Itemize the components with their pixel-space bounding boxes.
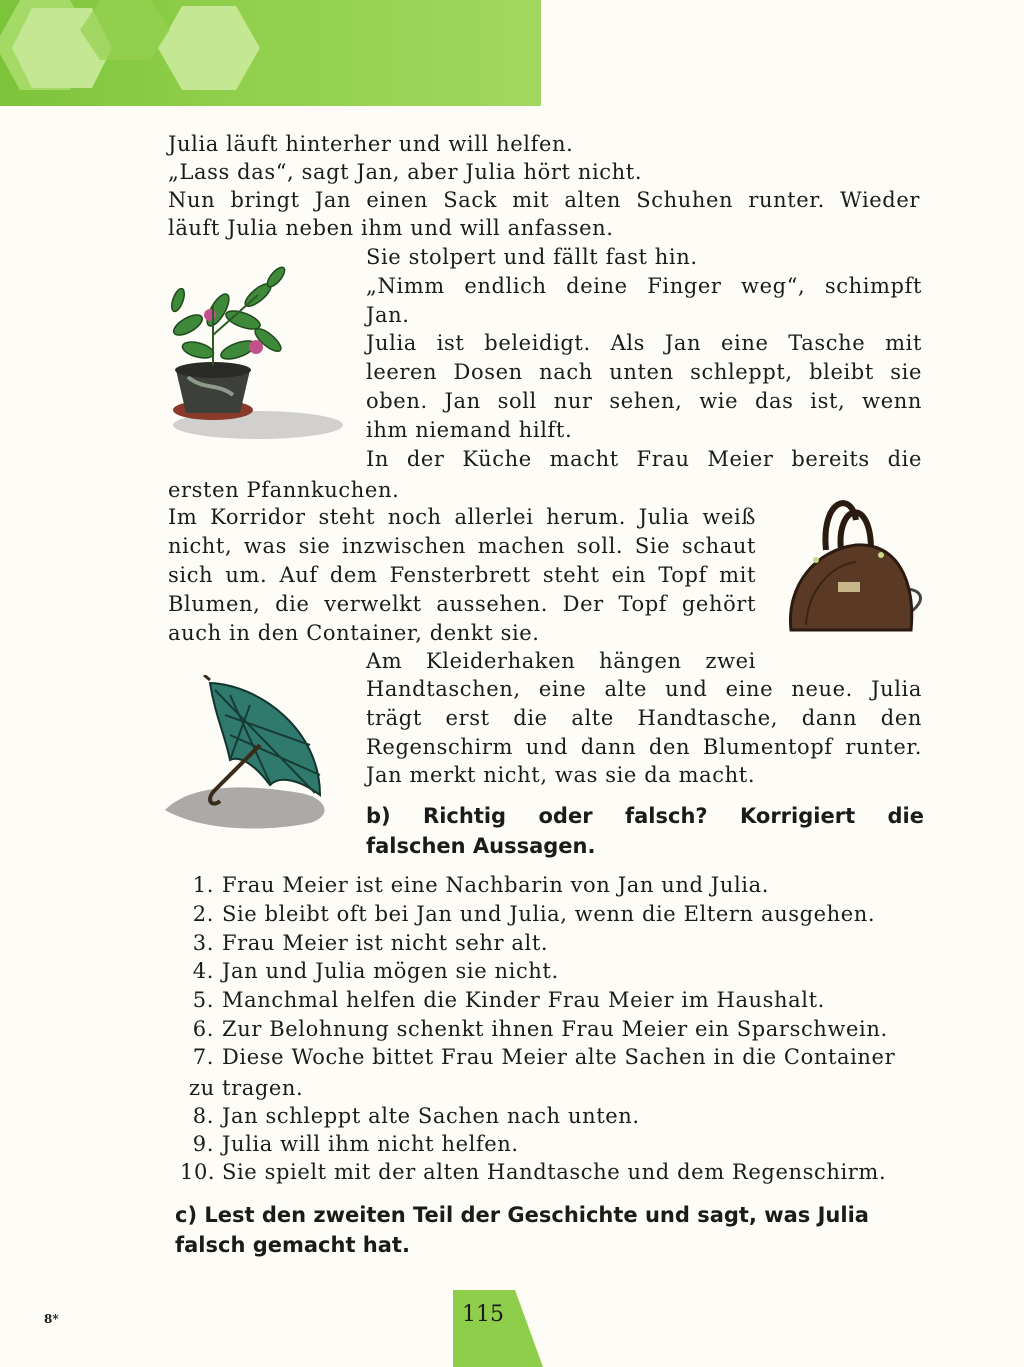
statement-text: Zur Belohnung schenkt ihnen Frau Meier ein Sparschwein. bbox=[222, 1017, 888, 1041]
story-line-19: Am Kleiderhaken hängen zwei bbox=[366, 649, 756, 673]
task-c-heading: c) Lest den zweiten Teil der Geschichte und sagt, was Julia bbox=[175, 1203, 869, 1227]
statement-8 bbox=[180, 1102, 640, 1130]
statement-9 bbox=[180, 1130, 519, 1158]
story-line-4: läuft Julia neben ihm und will anfassen. bbox=[168, 216, 614, 240]
statement-5 bbox=[180, 986, 825, 1014]
story-line-13: ersten Pfannkuchen. bbox=[168, 478, 400, 502]
page-number: 115 bbox=[462, 1302, 504, 1327]
story-line-11: ihm niemand hilft. bbox=[366, 418, 573, 442]
statement-number: 4. bbox=[192, 959, 214, 983]
story-line-8: Julia ist beleidigt. Als Jan eine Tasche mit bbox=[366, 331, 922, 355]
story-line-3: Nun bringt Jan einen Sack mit alten Schuhen runter. Wieder bbox=[168, 188, 920, 212]
story-line-20: Handtaschen, eine alte und eine neue. Julia bbox=[366, 677, 922, 701]
story-line-12: In der Küche macht Frau Meier bereits die bbox=[366, 447, 922, 471]
story-line-5: Sie stolpert und fällt fast hin. bbox=[366, 245, 698, 269]
statement-text: Sie spielt mit der alten Handtasche und dem Regenschirm. bbox=[222, 1160, 887, 1184]
story-line-7: Jan. bbox=[366, 303, 410, 327]
task-b-heading: b) Richtig oder falsch? Korrigiert die bbox=[366, 804, 924, 828]
signature-mark: 8* bbox=[44, 1312, 59, 1326]
story-line-2: „Lass das“, sagt Jan, aber Julia hört nicht. bbox=[168, 160, 643, 184]
statement-number: 6. bbox=[192, 1017, 214, 1041]
statement-text: Diese Woche bittet Frau Meier alte Sachen in die Container bbox=[222, 1045, 896, 1069]
statement-number: 7. bbox=[192, 1045, 214, 1069]
statement-text: Manchmal helfen die Kinder Frau Meier im Haushalt. bbox=[222, 988, 825, 1012]
story-line-23: Jan merkt nicht, was sie da macht. bbox=[366, 763, 756, 787]
statement-text: Frau Meier ist nicht sehr alt. bbox=[222, 931, 549, 955]
statement-number: 9. bbox=[192, 1132, 214, 1156]
statement-number: 3. bbox=[192, 931, 214, 955]
story-line-18: auch in den Container, denkt sie. bbox=[168, 621, 540, 645]
story-line-1: Julia läuft hinterher und will helfen. bbox=[168, 132, 574, 156]
story-line-17: Blumen, die verwelkt aussehen. Der Topf gehört bbox=[168, 592, 756, 616]
story-line-14: Im Korridor steht noch allerlei herum. Julia weiß bbox=[168, 505, 756, 529]
statement-text: Jan schleppt alte Sachen nach unten. bbox=[222, 1104, 640, 1128]
story-line-22: Regenschirm und dann den Blumentopf runter. bbox=[366, 735, 922, 759]
statement-2 bbox=[180, 900, 875, 928]
statement-number: 8. bbox=[192, 1104, 214, 1128]
statement-number: 1. bbox=[192, 873, 214, 897]
story-line-16: sich um. Auf dem Fensterbrett steht ein Topf mit bbox=[168, 563, 756, 587]
handbag-illustration bbox=[786, 490, 931, 640]
statement-text: Frau Meier ist eine Nachbarin von Jan und Julia. bbox=[222, 873, 769, 897]
header-band bbox=[0, 0, 541, 106]
statement-4 bbox=[180, 957, 559, 985]
hexagon-decoration bbox=[0, 0, 541, 106]
statement-text: Jan und Julia mögen sie nicht. bbox=[222, 959, 559, 983]
statement-number: 10. bbox=[180, 1160, 216, 1184]
statement-1 bbox=[180, 871, 769, 899]
statement-text: Sie bleibt oft bei Jan und Julia, wenn die Eltern ausgehen. bbox=[222, 902, 876, 926]
statement-number: 2. bbox=[192, 902, 214, 926]
task-c-heading-cont: falsch gemacht hat. bbox=[175, 1233, 410, 1257]
statement-text: Julia will ihm nicht helfen. bbox=[222, 1132, 519, 1156]
umbrella-illustration bbox=[160, 675, 340, 835]
statement-7 bbox=[180, 1043, 895, 1071]
story-line-15: nicht, was sie inzwischen machen soll. Sie schaut bbox=[168, 534, 756, 558]
story-line-9: leeren Dosen nach unten schleppt, bleibt sie bbox=[366, 360, 922, 384]
flower-pot-illustration bbox=[158, 265, 348, 455]
story-line-10: oben. Jan soll nur sehen, wie das ist, wenn bbox=[366, 389, 922, 413]
statement-7-cont: zu tragen. bbox=[189, 1076, 304, 1100]
story-line-6: „Nimm endlich deine Finger weg“, schimpft bbox=[366, 274, 922, 298]
task-b-heading-cont: falschen Aussagen. bbox=[366, 834, 596, 858]
statement-6 bbox=[180, 1015, 888, 1043]
statement-number: 5. bbox=[192, 988, 214, 1012]
statement-3 bbox=[180, 929, 548, 957]
statement-10 bbox=[180, 1158, 886, 1186]
story-line-21: trägt erst die alte Handtasche, dann den bbox=[366, 706, 922, 730]
